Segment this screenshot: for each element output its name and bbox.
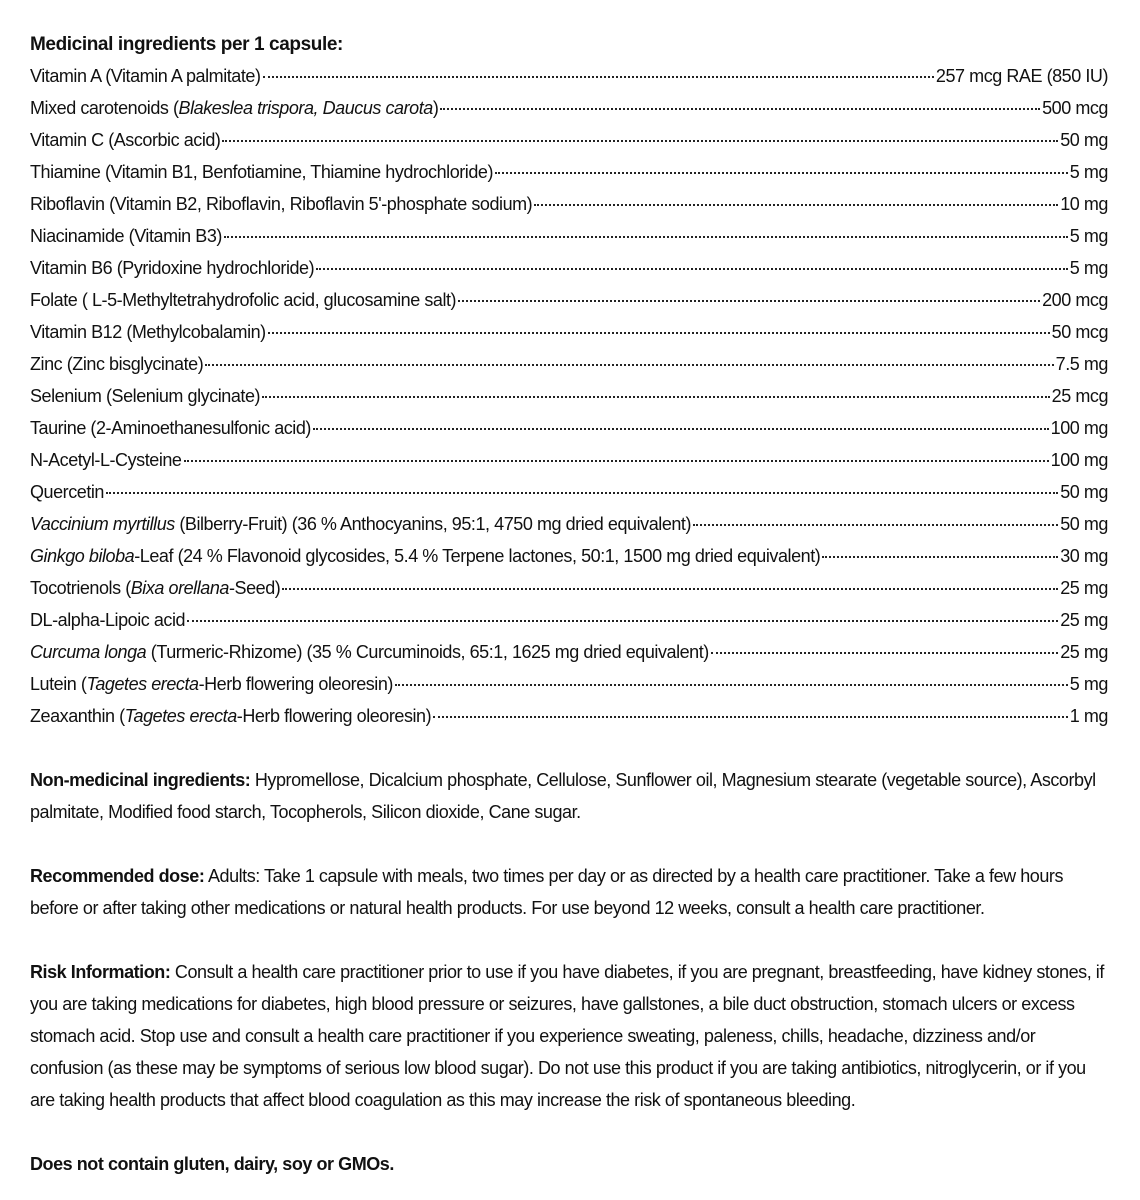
ingredient-name-part: Vitamin C (Ascorbic acid) — [30, 130, 221, 150]
ingredient-amount: 5 mg — [1069, 258, 1108, 278]
medicinal-ingredient-list — [30, 60, 1108, 732]
ingredient-name-part: Riboflavin (Vitamin B2, Riboflavin, Riboflavin 5'-phosphate sodium) — [30, 194, 533, 214]
ingredient-name — [30, 252, 314, 284]
ingredient-name — [30, 220, 222, 252]
ingredient-name — [30, 668, 393, 700]
ingredient-name — [30, 508, 691, 540]
ingredient-row — [30, 92, 1108, 124]
section-spacer — [30, 1116, 1108, 1148]
ingredient-amount: 10 mg — [1060, 194, 1108, 214]
risk-information-text: Consult a health care practitioner prior to use if you have diabetes, if you are pregnant, breastfeeding, have kidney stones, if you are taking medications for diabetes, high blood pressure or seizures, have gallstones, a bile duct obstruction, stomach ulcers or excess stomach acid. Stop use and consult a health care practitioner if you experience sweating, paleness, chills, headache, dizziness and/or confusion (as these may be symptoms of serious low blood sugar). Do not use this product if you are taking antibiotics, nitroglycerin, or if you are taking health products that affect blood coagulation as this may increase the risk of spontaneous bleeding. — [30, 962, 1104, 1110]
dot-leader — [458, 299, 1040, 302]
ingredient-amount: 7.5 mg — [1055, 354, 1108, 374]
ingredient-name-part: Vitamin A (Vitamin A palmitate) — [30, 66, 261, 86]
dot-leader — [395, 683, 1068, 686]
ingredient-amount: 500 mcg — [1042, 98, 1108, 118]
ingredient-amount: 50 mg — [1060, 130, 1108, 150]
ingredient-name — [30, 92, 438, 124]
ingredient-name-part: -Herb flowering oleoresin) — [198, 674, 393, 694]
dot-leader — [262, 395, 1050, 398]
ingredient-row — [30, 348, 1108, 380]
ingredient-row — [30, 508, 1108, 540]
dot-leader — [282, 587, 1058, 590]
ingredient-amount: 25 mg — [1060, 578, 1108, 598]
dot-leader — [440, 107, 1040, 110]
ingredient-name-part: -Herb flowering oleoresin) — [236, 706, 432, 726]
non-medicinal-label: Non-medicinal ingredients: — [30, 770, 251, 790]
ingredient-amount: 5 mg — [1069, 674, 1108, 694]
ingredient-name-part: Zeaxanthin ( — [30, 706, 125, 726]
ingredient-row — [30, 540, 1108, 572]
ingredient-name-part: -Leaf (24 % Flavonoid glycosides, 5.4 % Terpene lactones, 50:1, 1500 mg dried equivalent) — [134, 546, 821, 566]
ingredient-row — [30, 700, 1108, 732]
ingredient-row — [30, 252, 1108, 284]
dot-leader — [433, 715, 1068, 718]
ingredient-name — [30, 636, 709, 668]
ingredient-row — [30, 60, 1108, 92]
ingredient-amount: 200 mcg — [1042, 290, 1108, 310]
ingredient-row — [30, 220, 1108, 252]
dot-leader — [268, 331, 1050, 334]
medicinal-heading: Medicinal ingredients per 1 capsule: — [30, 34, 343, 55]
ingredient-name-part: ) — [432, 98, 439, 118]
ingredient-row — [30, 604, 1108, 636]
risk-information-section — [30, 956, 1108, 1116]
dot-leader — [205, 363, 1053, 366]
ingredient-name-part: Taurine (2-Aminoethanesulfonic acid) — [30, 418, 311, 438]
ingredient-amount: 100 mg — [1050, 450, 1108, 470]
ingredient-name-part: Mixed carotenoids ( — [30, 98, 179, 118]
ingredient-name-part: N-Acetyl-L-Cysteine — [30, 450, 182, 470]
ingredient-name-italic-part: Ginkgo biloba — [30, 546, 135, 566]
ingredient-name-part: Lutein ( — [30, 674, 87, 694]
ingredient-amount: 25 mg — [1060, 610, 1108, 630]
dot-leader — [184, 459, 1049, 462]
ingredient-name-italic-part: Bixa orellana — [130, 578, 229, 598]
ingredient-name-part: (Bilberry-Fruit) (36 % Anthocyanins, 95:1, 4750 mg dried equivalent) — [174, 514, 692, 534]
ingredient-name — [30, 540, 820, 572]
ingredient-row — [30, 316, 1108, 348]
dot-leader — [187, 619, 1058, 622]
ingredient-name — [30, 284, 456, 316]
ingredient-amount: 5 mg — [1069, 162, 1108, 182]
ingredient-row — [30, 156, 1108, 188]
ingredient-name — [30, 476, 104, 508]
allergen-statement: Does not contain gluten, dairy, soy or GMOs. — [30, 1154, 394, 1174]
recommended-dose-label: Recommended dose: — [30, 866, 205, 886]
recommended-dose-text: Adults: Take 1 capsule with meals, two times per day or as directed by a health care practitioner. Take a few hours before or after taking other medications or natural health products. For use beyond 12 weeks, consult a health care practitioner. — [30, 866, 1064, 918]
ingredient-name-part: Tocotrienols ( — [30, 578, 131, 598]
ingredient-name-italic-part: Blakeslea trispora, Daucus carota — [178, 98, 433, 118]
ingredient-name — [30, 124, 220, 156]
ingredient-name-italic-part: Tagetes erecta — [86, 674, 199, 694]
ingredient-name-part: Quercetin — [30, 482, 104, 502]
ingredient-name-part: Thiamine (Vitamin B1, Benfotiamine, Thiamine hydrochloride) — [30, 162, 494, 182]
ingredient-name — [30, 412, 311, 444]
section-spacer — [30, 924, 1108, 956]
ingredient-name — [30, 700, 431, 732]
ingredient-amount: 100 mg — [1050, 418, 1108, 438]
ingredient-row — [30, 476, 1108, 508]
non-medicinal-section — [30, 764, 1108, 828]
ingredient-name — [30, 572, 280, 604]
ingredient-row — [30, 572, 1108, 604]
ingredient-name-part: -Seed) — [228, 578, 281, 598]
ingredient-name-part: Zinc (Zinc bisglycinate) — [30, 354, 204, 374]
ingredient-name-part: DL-alpha-Lipoic acid — [30, 610, 186, 630]
ingredient-amount: 50 mg — [1060, 514, 1108, 534]
ingredient-row — [30, 444, 1108, 476]
ingredient-name-italic-part: Vaccinium myrtillus — [30, 514, 175, 534]
dot-leader — [222, 139, 1058, 142]
ingredient-amount: 50 mg — [1060, 482, 1108, 502]
ingredient-row — [30, 380, 1108, 412]
ingredient-name — [30, 444, 182, 476]
dot-leader — [263, 75, 934, 78]
ingredient-amount: 30 mg — [1060, 546, 1108, 566]
ingredient-name — [30, 60, 261, 92]
ingredient-amount: 257 mcg RAE (850 IU) — [935, 66, 1108, 86]
ingredient-amount: 50 mcg — [1051, 322, 1108, 342]
ingredient-amount: 25 mcg — [1051, 386, 1108, 406]
recommended-dose-section — [30, 860, 1108, 924]
ingredient-name-part: Niacinamide (Vitamin B3) — [30, 226, 222, 246]
ingredient-name — [30, 348, 203, 380]
ingredient-amount: 1 mg — [1069, 706, 1108, 726]
ingredient-name — [30, 380, 260, 412]
ingredient-row — [30, 412, 1108, 444]
risk-information-label: Risk Information: — [30, 962, 171, 982]
ingredient-name — [30, 604, 185, 636]
dot-leader — [711, 651, 1058, 654]
dot-leader — [106, 491, 1058, 494]
ingredient-row — [30, 124, 1108, 156]
ingredient-name-part: (Turmeric-Rhizome) (35 % Curcuminoids, 65:1, 1625 mg dried equivalent) — [146, 642, 709, 662]
ingredient-row — [30, 284, 1108, 316]
ingredient-name — [30, 316, 266, 348]
dot-leader — [534, 203, 1058, 206]
section-spacer — [30, 828, 1108, 860]
ingredient-name-part: Folate ( L-5-Methyltetrahydrofolic acid, glucosamine salt) — [30, 290, 457, 310]
allergen-statement-section — [30, 1148, 1108, 1180]
ingredient-name-italic-part: Tagetes erecta — [124, 706, 237, 726]
section-spacer — [30, 732, 1108, 764]
dot-leader — [313, 427, 1049, 430]
ingredient-name-italic-part: Curcuma longa — [30, 642, 147, 662]
ingredient-row — [30, 188, 1108, 220]
ingredient-name — [30, 188, 532, 220]
ingredient-amount: 5 mg — [1069, 226, 1108, 246]
ingredient-name-part: Vitamin B6 (Pyridoxine hydrochloride) — [30, 258, 315, 278]
dot-leader — [693, 523, 1058, 526]
ingredient-row — [30, 668, 1108, 700]
non-medicinal-text: Hypromellose, Dicalcium phosphate, Cellulose, Sunflower oil, Magnesium stearate (vegetable source), Ascorbyl palmitate, Modified food starch, Tocopherols, Silicon dioxide, Cane sugar. — [30, 770, 1096, 822]
dot-leader — [224, 235, 1068, 238]
ingredient-name — [30, 156, 493, 188]
ingredient-amount: 25 mg — [1060, 642, 1108, 662]
dot-leader — [316, 267, 1068, 270]
dot-leader — [822, 555, 1058, 558]
ingredient-name-part: Selenium (Selenium glycinate) — [30, 386, 261, 406]
ingredient-name-part: Vitamin B12 (Methylcobalamin) — [30, 322, 266, 342]
dot-leader — [495, 171, 1068, 174]
ingredient-row — [30, 636, 1108, 668]
